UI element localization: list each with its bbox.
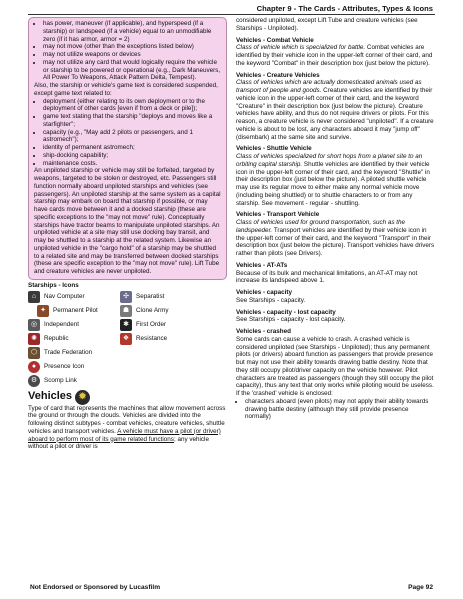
icon-entry bbox=[28, 333, 120, 345]
list-item: • deployment (either relating to its own deployment or to the deployment of other cards [even if from a deck or pile]); bbox=[43, 98, 221, 114]
list-item: • capacity (e.g., "May add 2 pilots or passengers, and 1 astromech"); bbox=[43, 129, 221, 145]
section-heading: Vehicles - AT-ATs bbox=[236, 261, 288, 269]
definition-text: Class of vehicle which is specialized for battle. bbox=[236, 44, 366, 52]
section-body bbox=[236, 153, 435, 207]
icon-entry bbox=[120, 305, 212, 317]
section-heading: Vehicles - Transport Vehicle bbox=[236, 211, 320, 219]
icon-label: Trade Federation bbox=[44, 348, 93, 356]
section-body: Some cards can cause a vehicle to crash. A crashed vehicle is considered unpiloted (see Starships - Unpiloted); thus any permanent pilots (or drivers) aboard function as passengers that provide presence but may not use their ability towards drawing battle destiny. Note that they still occupy pilot/driver capacity on the vehicle however. Pilot characters are treated as passengers (though they still occupy the pilot capacity), thus any text that only works while piloting would be useless. If the 'crashed' vehicle is enclosed: bbox=[236, 335, 434, 397]
nav-computer-icon: ⌂ bbox=[28, 291, 40, 303]
section-heading: Vehicles - capacity - lost capacity bbox=[236, 308, 336, 316]
icon-entry bbox=[28, 375, 120, 387]
section-heading: Starships - Icons bbox=[28, 281, 79, 289]
independent-icon: ◎ bbox=[28, 319, 40, 331]
text-span: ; any vehicle without a pilot or driver is bbox=[28, 435, 209, 451]
list-item: • may not move (other than the exceptions listed below) bbox=[43, 43, 221, 51]
icon-entry bbox=[120, 319, 212, 331]
definition-text: Class of vehicles which are actually domesticated animals used as transport of people and goods. bbox=[236, 79, 422, 94]
header-rule bbox=[28, 14, 435, 15]
vehicle-icon: ✹ bbox=[75, 390, 90, 405]
text-span: Combat vehicles are identified by their vehicle icon in the upper-left corner of their card, and the keyword "Combat" in their description box (just below the picture). bbox=[236, 44, 433, 67]
list-item: • characters aboard (even pilots) may not apply their ability towards drawing battle destiny (although they still provide presence normally) bbox=[245, 398, 435, 421]
section-body: See Starships - capacity. bbox=[236, 296, 306, 304]
icon-label: Independent bbox=[44, 320, 80, 328]
vehicles-title: Vehicles bbox=[28, 390, 73, 403]
text-span: Creature vehicles are identified by their vehicle icon in the upper-left corner of their card, and the keyword "Creature" in their description box (just below the picture). Creature vehicles have ability, and thus do not require drivers or pilots. For this reason, a creature vehicle is never considered "unpiloted". If a creature vehicle is about to be lost, any characters aboard it may "jump off" (disembark) at the same site and survive. bbox=[236, 87, 434, 141]
left-column bbox=[28, 17, 227, 451]
icon-label: Republic bbox=[44, 334, 69, 342]
section-body: See Starships - capacity - lost capacity. bbox=[236, 316, 346, 324]
vehicles-paragraph bbox=[28, 405, 227, 452]
list-item: • may not utilize any card that would logically require the vehicle or starship to be powered or operational (e.g., Dark Maneuvers, All Power To Weapons, Attack Pattern Delta, Tempest). bbox=[43, 59, 221, 82]
footer-disclaimer: Not Endorsed or Sponsored by Lucasfilm bbox=[30, 584, 161, 591]
starship-icons-grid bbox=[28, 291, 227, 387]
trade-federation-icon: ⬡ bbox=[28, 347, 40, 359]
paragraph: Also, the starship or vehicle's game text is considered suspended, except game text related to: bbox=[34, 82, 218, 97]
text-span: Type of card that represents the machines that allow movement across the ground or through the clouds. Vehicles are divided into the following distinct subtypes - combat vehicles, creature vehicles, shuttle vehicles and transport vehicles. bbox=[28, 404, 226, 435]
paragraph: An unpiloted starship or vehicle may still be forfeited, targeted by weapons, targeted to be stolen or destroyed, etc. Passengers still function normally aboard unpiloted starships and vehicles (see passengers). An unpiloted starship at the same system as a capital starship may embark on board that starship if possible, or may have cards move between it and a docked starship (these are specific exceptions to the "may not move" rule). Conceptually starships have tractor beams to manipulate unpiloted starships. An unpiloted vehicle at a site may still use docking bay transit, and may be shuttled to a starship at the related system. Likewise an unpiloted vehicle in the "cargo hold" of a starship may be shuttled to a related site and may be transferred between docked starships (these are specific exception to the "may not move" rule). Lift Tube and creature vehicles are never unpiloted. bbox=[34, 167, 221, 275]
list-item: • game text stating that the starship "deploys and moves like a starfighter"; bbox=[43, 113, 221, 129]
game-text-exceptions-list bbox=[34, 98, 221, 168]
text-span: Transport vehicles are identified by their vehicle icon in the upper-left corner of their card, and the keyword "Transport" in their description box (just below the picture). Transport vehicles have drivers rather than pilots (see Drivers). bbox=[236, 226, 435, 257]
list-item: • identity of permanent astromech; bbox=[43, 144, 221, 152]
section-heading: Vehicles - Creature Vehicles bbox=[236, 71, 320, 79]
separatist-icon: ✣ bbox=[120, 291, 132, 303]
list-item: • maintenance costs. bbox=[43, 160, 221, 168]
list-item: • has power, maneuver (if applicable), and hyperspeed (if a starship) or landspeed (if a vehicle) equal to an unmodifiable zero (if it has armor, armor = 2) bbox=[43, 20, 221, 43]
permanent-pilot-icon: ✦ bbox=[37, 305, 49, 317]
icon-entry bbox=[28, 347, 120, 359]
section-body bbox=[236, 219, 435, 258]
list-item: • ship-docking capability; bbox=[43, 152, 221, 160]
icon-label: Clone Army bbox=[136, 306, 169, 314]
icon-label: Scomp Link bbox=[44, 376, 77, 384]
icon-entry bbox=[37, 305, 120, 317]
page-header: Chapter 9 - The Cards - Attributes, Types & Icons bbox=[256, 4, 433, 13]
underlined-text: A vehicle must have a pilot (or driver) aboard to perform most of its game related functions bbox=[28, 427, 221, 443]
crashed-effects-list bbox=[236, 398, 435, 421]
section-body bbox=[236, 79, 435, 141]
icon-label: Presence Icon bbox=[44, 362, 85, 370]
icon-label: Resistance bbox=[136, 334, 168, 342]
definition-text: Class of vehicles used for ground transportation, such as the landspeeder. bbox=[236, 219, 406, 234]
republic-icon: ✺ bbox=[28, 333, 40, 345]
right-column bbox=[236, 17, 435, 421]
text-span: Shuttle vehicles are identified by their vehicle icon in the upper-left corner of their card, and the keyword "Shuttle" in their description box (just below the picture). A piloted shuttle vehicle may use its regular move to either make any normal vehicle move (including being shuttled) or to shuttle characters to or from any starship. See movement - regular - shuttling. bbox=[236, 160, 430, 207]
icon-entry bbox=[28, 361, 120, 373]
presence-icon: ● bbox=[28, 361, 40, 373]
list-item: • may not utilize weapons or devices bbox=[43, 51, 221, 59]
section-body: Because of its bulk and mechanical limitations, an AT-AT may not increase its landspeed above 1. bbox=[236, 269, 418, 285]
unpiloted-effects-list bbox=[34, 20, 221, 82]
unpiloted-rules-box bbox=[28, 17, 227, 280]
scomp-link-icon: ⚙ bbox=[28, 375, 40, 387]
icon-entry bbox=[120, 333, 212, 345]
icon-entry bbox=[120, 291, 212, 303]
paragraph: considered unpiloted, except Lift Tube and creature vehicles (see Starships - Unpiloted). bbox=[236, 17, 418, 32]
section-body bbox=[236, 44, 435, 67]
icon-entry bbox=[28, 319, 120, 331]
resistance-icon: ❖ bbox=[120, 333, 132, 345]
clone-army-icon: ☗ bbox=[120, 305, 132, 317]
icon-label: Permanent Pilot bbox=[53, 306, 98, 314]
definition-text: Class of vehicles specialized for short hops from a planet site to an orbiting capital starship. bbox=[236, 153, 423, 168]
icon-label: First Order bbox=[136, 320, 167, 328]
section-heading: Vehicles - crashed bbox=[236, 328, 291, 335]
vehicles-heading bbox=[28, 390, 227, 405]
icon-entry bbox=[28, 291, 120, 303]
section-heading: Vehicles - Combat Vehicle bbox=[236, 36, 314, 44]
icon-entry bbox=[120, 347, 212, 359]
icon-entry bbox=[120, 361, 212, 373]
section-heading: Vehicles - Shuttle Vehicle bbox=[236, 145, 312, 153]
icon-label: Nav Computer bbox=[44, 292, 85, 300]
page-number: Page 92 bbox=[408, 584, 433, 591]
section-heading: Vehicles - capacity bbox=[236, 289, 293, 296]
icon-label: Separatist bbox=[136, 292, 165, 300]
first-order-icon: ✱ bbox=[120, 319, 132, 331]
